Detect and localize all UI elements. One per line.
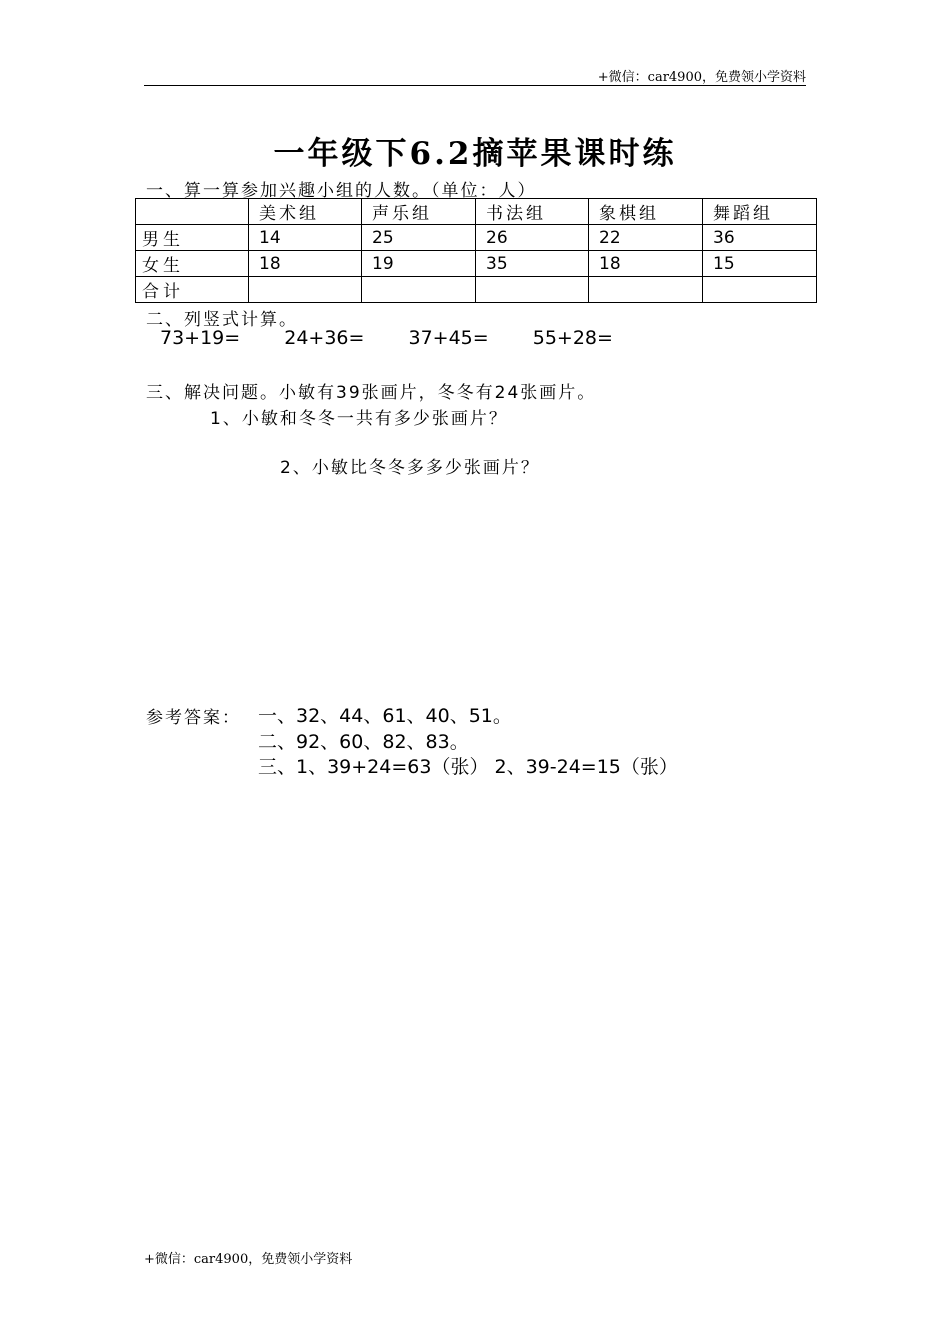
table-cell: 22 <box>589 225 703 251</box>
table-header-cell <box>136 199 249 225</box>
table-cell: 36 <box>703 225 817 251</box>
calc-problem: 55+28= <box>532 327 613 349</box>
question-2: 2、小敏比冬冬多多少张画片？ <box>280 458 540 478</box>
row-label: 合计 <box>136 277 249 303</box>
question-1: 1、小敏和冬冬一共有多少张画片？ <box>210 409 508 429</box>
header-note: +微信：car4900，免费领小学资料 <box>597 70 806 85</box>
table-cell <box>476 277 589 303</box>
table-cell <box>249 277 362 303</box>
table-cell <box>703 277 817 303</box>
table-header-cell: 象棋组 <box>589 199 703 225</box>
answer-line-3: 三、1、39+24=63（张） 2、39-24=15（张） <box>258 756 678 778</box>
row-label: 女生 <box>136 251 249 277</box>
table-cell: 26 <box>476 225 589 251</box>
table-row <box>136 277 817 303</box>
table-row <box>136 251 817 277</box>
calc-problems <box>160 327 651 349</box>
table-cell: 35 <box>476 251 589 277</box>
section3-heading: 三、解决问题。小敏有39张画片，冬冬有24张画片。 <box>146 383 597 403</box>
table-cell: 18 <box>249 251 362 277</box>
table-cell: 25 <box>362 225 476 251</box>
table-cell: 19 <box>362 251 476 277</box>
row-label: 男生 <box>136 225 249 251</box>
calc-problem: 37+45= <box>408 327 489 349</box>
table-cell: 14 <box>249 225 362 251</box>
table-header-cell: 舞蹈组 <box>703 199 817 225</box>
page-title: 一年级下6.2摘苹果课时练 <box>273 136 677 172</box>
interest-group-table <box>135 198 817 303</box>
table-cell <box>589 277 703 303</box>
header-divider <box>144 85 806 86</box>
answer-line-2: 二、92、60、82、83。 <box>258 731 469 753</box>
table-cell: 18 <box>589 251 703 277</box>
footer-note: +微信：car4900，免费领小学资料 <box>144 1252 353 1267</box>
table-header-row <box>136 199 817 225</box>
table-cell: 15 <box>703 251 817 277</box>
answer-line-1: 一、32、44、61、40、51。 <box>258 705 512 727</box>
table-cell <box>362 277 476 303</box>
calc-problem: 24+36= <box>284 327 365 349</box>
table-header-cell: 书法组 <box>476 199 589 225</box>
table-header-cell: 美术组 <box>249 199 362 225</box>
table-header-cell: 声乐组 <box>362 199 476 225</box>
section2-heading: 二、列竖式计算。 <box>146 310 298 330</box>
table-row <box>136 225 817 251</box>
section1-heading: 一、算一算参加兴趣小组的人数。（单位：人） <box>146 181 537 201</box>
calc-problem: 73+19= <box>160 327 241 349</box>
answers-label: 参考答案： <box>146 708 241 728</box>
